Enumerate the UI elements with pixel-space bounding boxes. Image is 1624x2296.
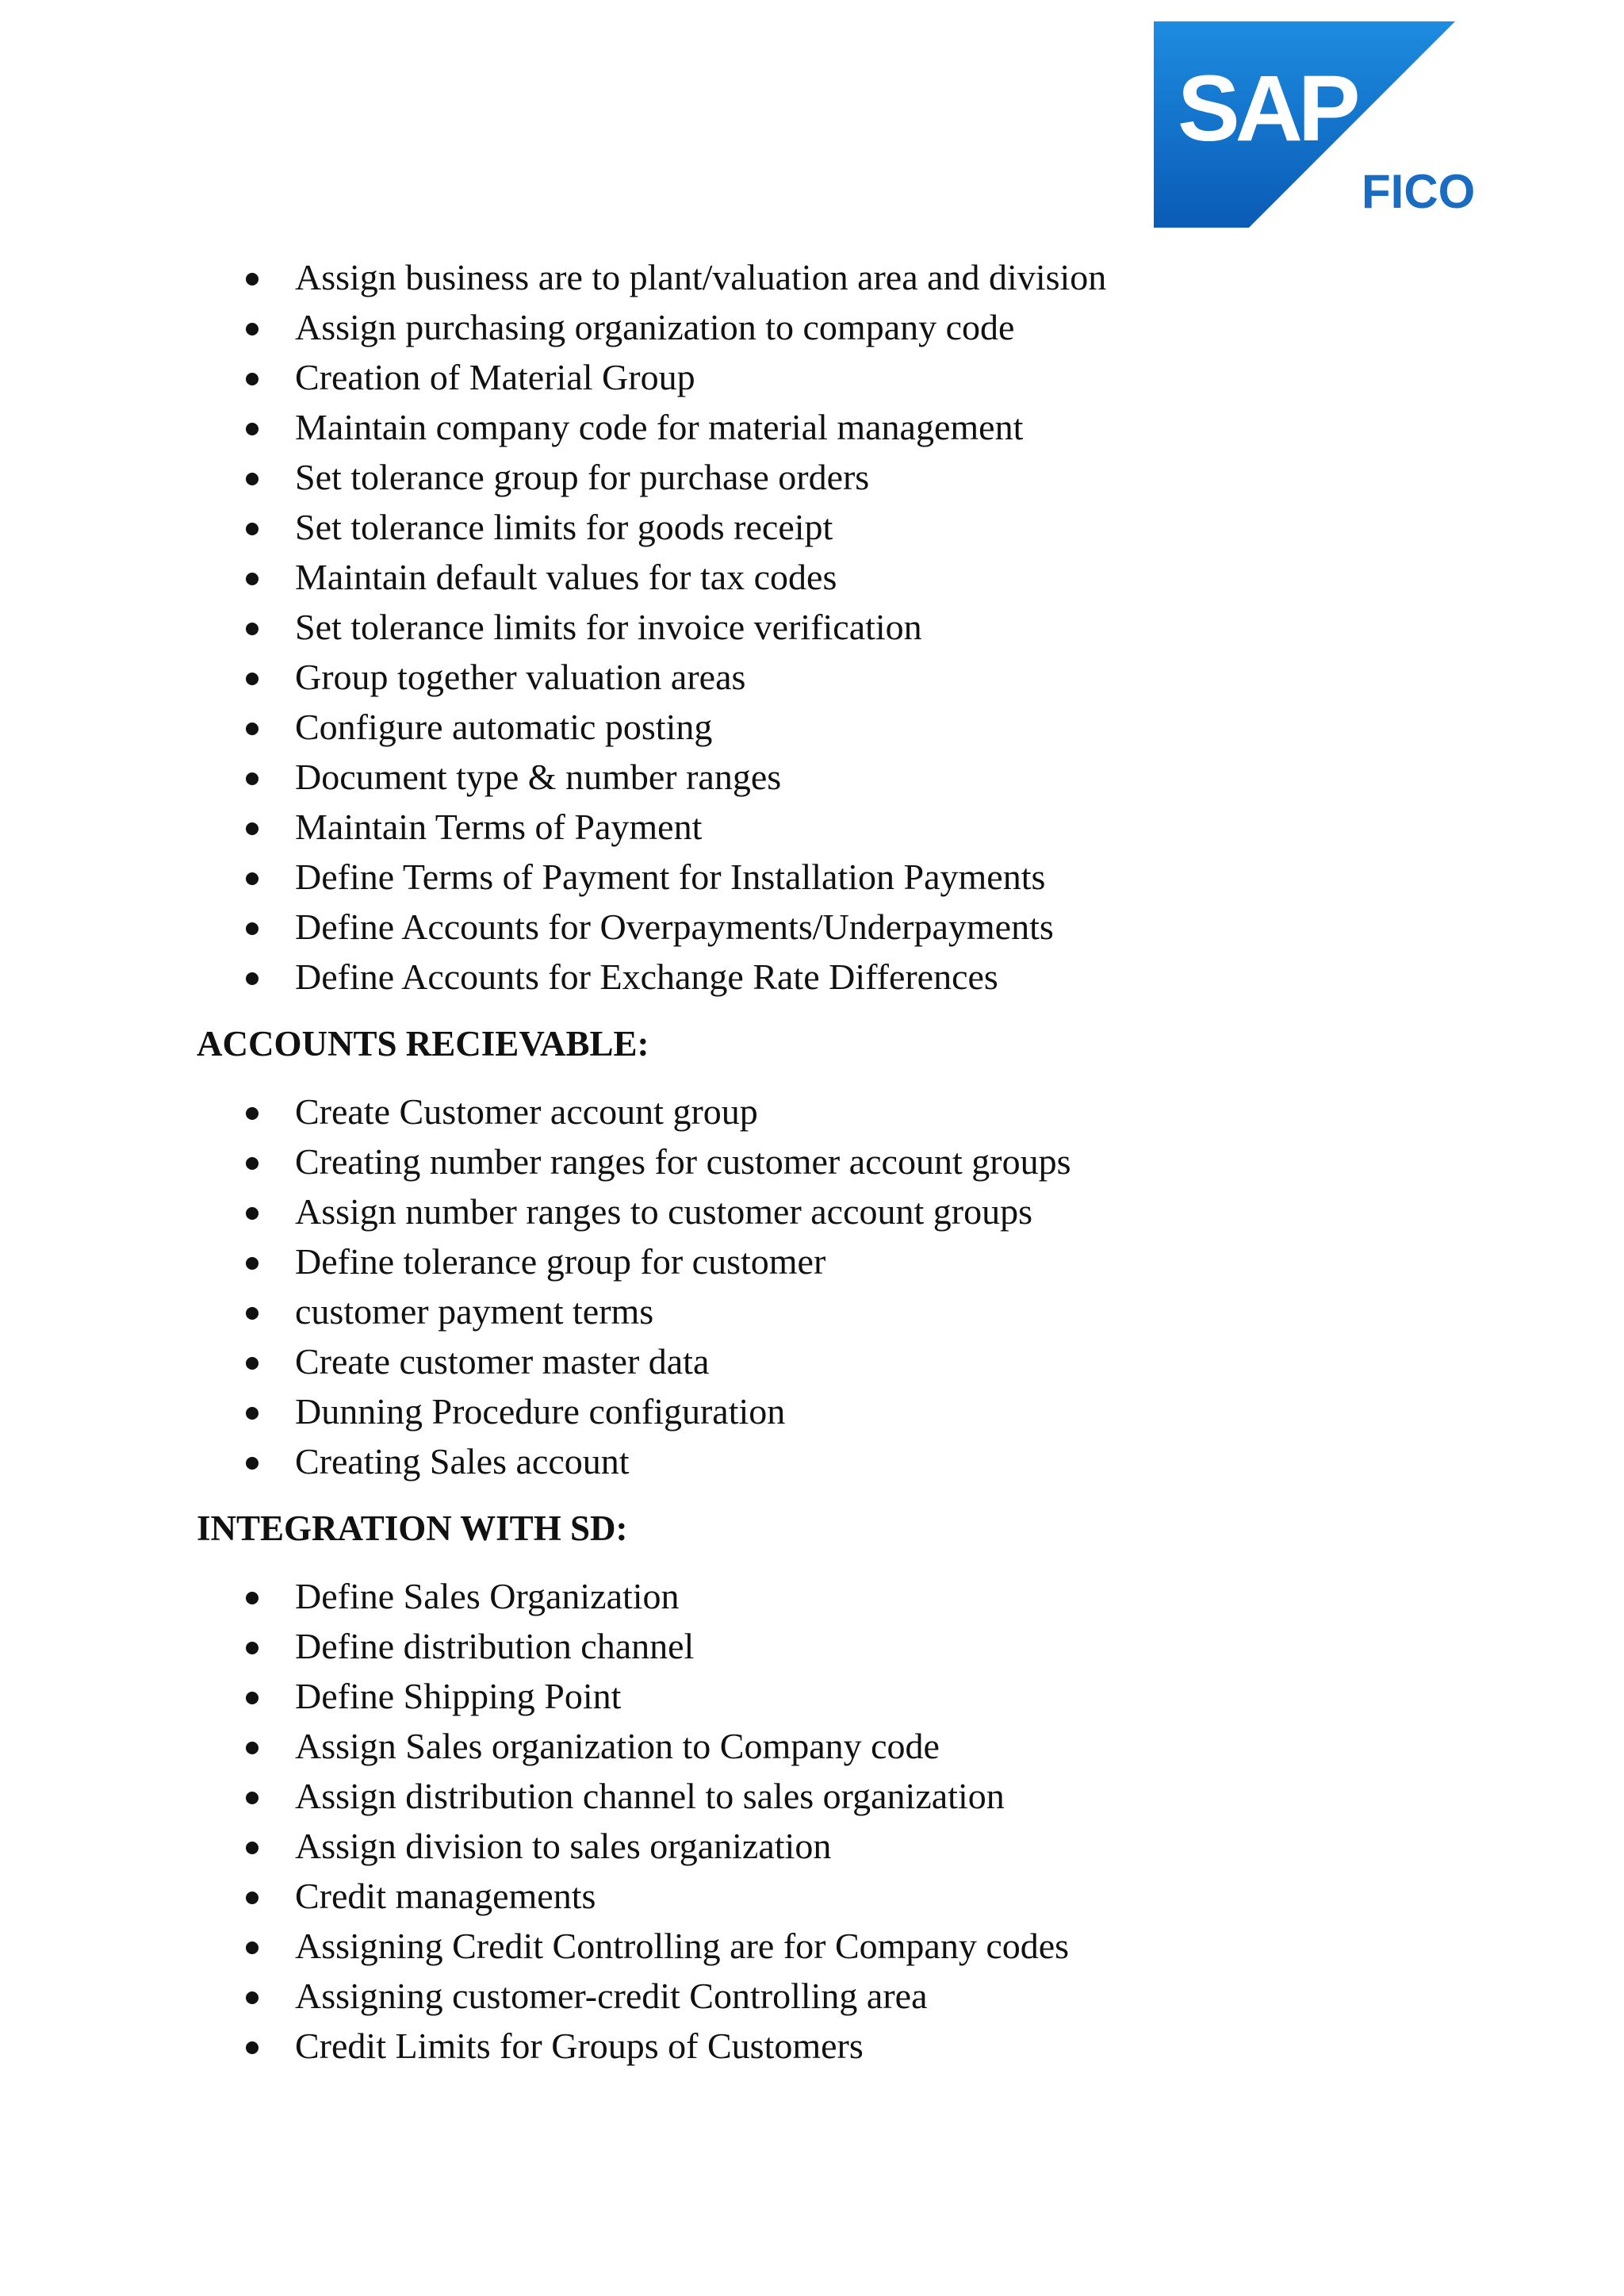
- list-item: Assigning customer-credit Controlling area: [197, 1971, 1545, 2021]
- bullet-dot: [246, 1742, 259, 1754]
- list-item: Set tolerance limits for invoice verification: [197, 602, 1545, 652]
- bullet-dot: [246, 1941, 259, 1954]
- bullet-dot: [246, 1842, 259, 1854]
- bullet-dot: [246, 323, 259, 335]
- bullet-dot: [246, 373, 259, 385]
- list-item: Creation of Material Group: [197, 352, 1545, 402]
- list-item: customer payment terms: [197, 1286, 1545, 1336]
- list-item: Assign division to sales organization: [197, 1821, 1545, 1871]
- bullet-dot: [246, 423, 259, 435]
- list-item: Create Customer account group: [197, 1087, 1545, 1137]
- bullet-list-integration-sd: [197, 1571, 1545, 2071]
- bullet-dot: [246, 1592, 259, 1604]
- bullet-dot: [246, 1207, 259, 1220]
- bullet-list-accounts-receivable: [197, 1087, 1545, 1486]
- bullet-dot: [246, 1107, 259, 1120]
- list-item: Create customer master data: [197, 1336, 1545, 1386]
- bullet-dot: [246, 1407, 259, 1420]
- list-item: Configure automatic posting: [197, 702, 1545, 752]
- list-item: Maintain company code for material management: [197, 402, 1545, 452]
- list-item: Group together valuation areas: [197, 652, 1545, 702]
- logo-product-text: FICO: [1362, 165, 1476, 218]
- bullet-dot: [246, 872, 259, 885]
- list-item: Assign number ranges to customer account groups: [197, 1186, 1545, 1236]
- bullet-dot: [246, 473, 259, 485]
- section-heading-integration-sd: INTEGRATION WITH SD:: [197, 1508, 628, 1548]
- list-item: Assign distribution channel to sales organization: [197, 1771, 1545, 1821]
- logo-brand-text: SAP: [1178, 56, 1356, 161]
- bullet-dot: [246, 1692, 259, 1704]
- list-item: Credit Limits for Groups of Customers: [197, 2021, 1545, 2071]
- list-item: Assign Sales organization to Company code: [197, 1721, 1545, 1771]
- list-item: Set tolerance group for purchase orders: [197, 452, 1545, 502]
- bullet-dot: [246, 1357, 259, 1370]
- bullet-dot: [246, 1257, 259, 1270]
- bullet-dot: [246, 273, 259, 286]
- list-item: Maintain Terms of Payment: [197, 802, 1545, 852]
- bullet-dot: [246, 972, 259, 985]
- document-body: [197, 252, 1545, 2071]
- bullet-dot: [246, 1307, 259, 1320]
- bullet-dot: [246, 623, 259, 635]
- list-item: Define Shipping Point: [197, 1671, 1545, 1721]
- bullet-dot: [246, 1457, 259, 1470]
- list-item: Creating number ranges for customer account groups: [197, 1137, 1545, 1186]
- list-item: Define Accounts for Overpayments/Underpayments: [197, 902, 1545, 952]
- bullet-dot: [246, 1991, 259, 2004]
- list-item: Assigning Credit Controlling are for Company codes: [197, 1921, 1545, 1971]
- section-heading-accounts-receivable: ACCOUNTS RECIEVABLE:: [197, 1024, 649, 1064]
- bullet-dot: [246, 723, 259, 735]
- list-item: Define distribution channel: [197, 1621, 1545, 1671]
- list-item: Assign purchasing organization to company code: [197, 302, 1545, 352]
- list-item: Define Terms of Payment for Installation Payments: [197, 852, 1545, 902]
- list-item: Define tolerance group for customer: [197, 1236, 1545, 1286]
- bullet-dot: [246, 822, 259, 835]
- bullet-dot: [246, 523, 259, 535]
- bullet-dot: [246, 922, 259, 935]
- list-item: Credit managements: [197, 1871, 1545, 1921]
- sap-fico-logo: [1154, 21, 1485, 228]
- bullet-list-general: [197, 252, 1545, 1002]
- list-item: Set tolerance limits for goods receipt: [197, 502, 1545, 552]
- list-item: Define Accounts for Exchange Rate Differences: [197, 952, 1545, 1002]
- list-item: Assign business are to plant/valuation area and division: [197, 252, 1545, 302]
- bullet-dot: [246, 1792, 259, 1804]
- bullet-dot: [246, 573, 259, 585]
- bullet-dot: [246, 2041, 259, 2054]
- sap-logo-icon: [1154, 21, 1485, 228]
- bullet-dot: [246, 772, 259, 785]
- bullet-dot: [246, 1892, 259, 1904]
- list-item: Dunning Procedure configuration: [197, 1386, 1545, 1436]
- list-item: Creating Sales account: [197, 1436, 1545, 1486]
- list-item: Document type & number ranges: [197, 752, 1545, 802]
- bullet-dot: [246, 1642, 259, 1654]
- bullet-dot: [246, 673, 259, 685]
- list-item: Define Sales Organization: [197, 1571, 1545, 1621]
- list-item: Maintain default values for tax codes: [197, 552, 1545, 602]
- bullet-dot: [246, 1157, 259, 1170]
